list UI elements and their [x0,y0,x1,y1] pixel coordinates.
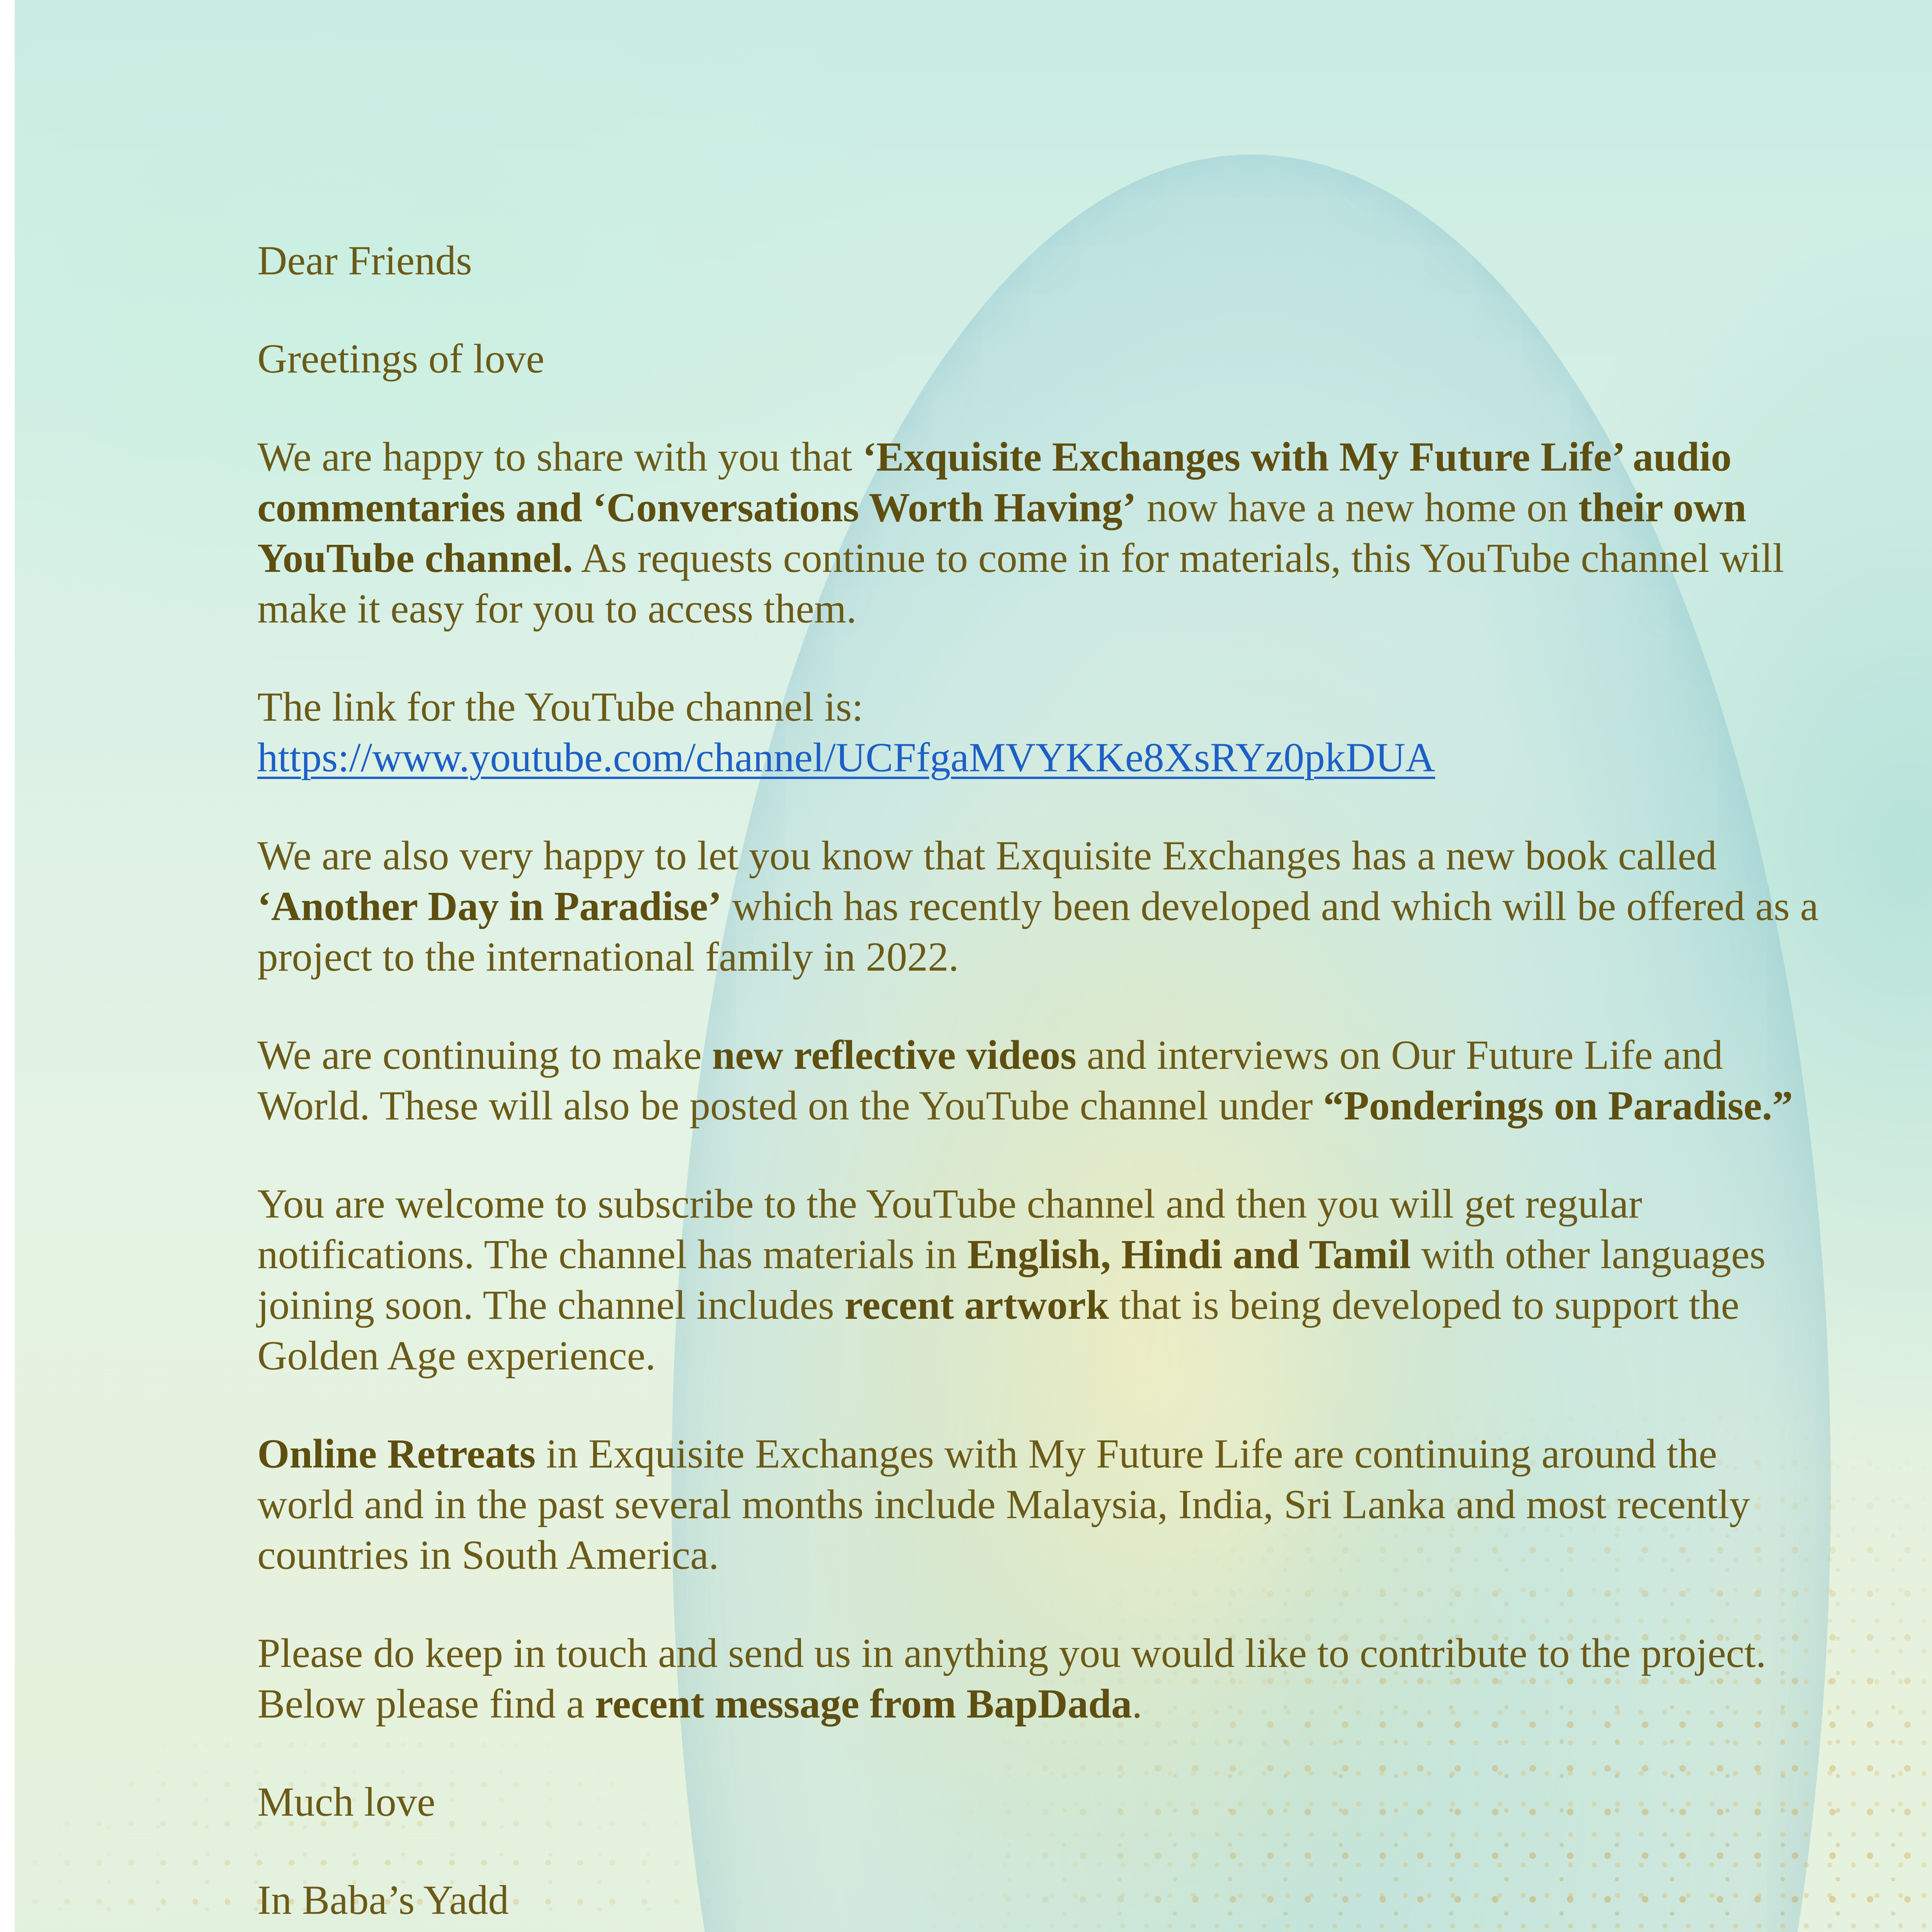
text: and interviews on Our Future Life and World. These will also be posted on the YouTube channel under [257,1032,1723,1129]
bold-text: English, Hindi and Tamil [967,1232,1411,1277]
text: As requests continue to come in for materials, this YouTube channel will make it easy for you to access them. [257,536,1784,632]
bold-text: ‘Exquisite Exchanges with My Future Life’ audio commentaries and ‘Conversations Worth Having’ [257,434,1731,531]
closing: Much love [257,1777,1822,1828]
bold-text: new reflective videos [712,1032,1077,1078]
text: . [1132,1681,1142,1727]
salutation: Dear Friends [257,236,1822,286]
bold-text: Online Retreats [257,1431,536,1477]
bold-text: recent artwork [845,1282,1109,1328]
text: that is being developed to support the Golden Age experience. [257,1282,1739,1379]
text: in Exquisite Exchanges with My Future Life are continuing around the world and in the past several months include Malaysia, India, Sri Lanka and most recently countries in South America. [257,1431,1750,1578]
youtube-channel-link[interactable]: https://www.youtube.com/channel/UCFfgaMVYKKe8XsRYz0pkDUA [257,735,1435,781]
text: We are continuing to make [257,1032,712,1078]
text: which has recently been developed and which will be offered as a project to the international family in 2022. [257,884,1818,980]
text: We are also very happy to let you know that Exquisite Exchanges has a new book called [257,833,1717,879]
text: We are happy to share with you that [257,434,862,480]
text: with other languages joining soon. The channel includes [257,1232,1765,1328]
text: now have a new home on [1136,485,1578,531]
greeting: Greetings of love [257,334,1822,384]
bold-text: recent message from BapDada [595,1681,1132,1727]
remembrance-line: In Baba’s Yadd [257,1875,1822,1926]
bold-text: their own YouTube channel. [257,485,1747,581]
link-label: The link for the YouTube channel is: [257,684,863,730]
bold-text: “Ponderings on Paradise.” [1323,1083,1793,1129]
bold-text: ‘Another Day in Paradise’ [257,884,722,929]
text: Please do keep in touch and send us in anything you would like to contribute to the project. Below please find a [257,1631,1766,1727]
text: You are welcome to subscribe to the YouTube channel and then you will get regular notifications. The channel has materials in [257,1181,1642,1277]
